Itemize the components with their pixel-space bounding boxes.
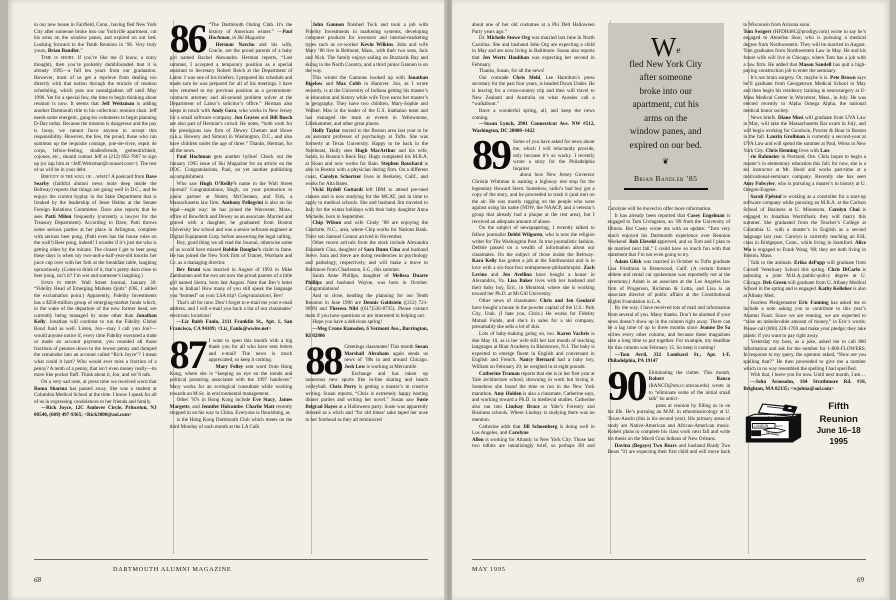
reunion-announcement bbox=[743, 401, 866, 448]
page-left bbox=[8, 0, 448, 600]
body-paragraph: Dr. Michelle Stowe Org was married last June in North Carolina. She and husband John Org are expecting a child in May and are now living in Baltimore. Susan also reports that Jen Wertz Houlihan was expecting her second in February. bbox=[472, 35, 595, 68]
body-paragraph: Have a wonderful spring, all, and keep the news coming. bbox=[472, 107, 595, 121]
body-paragraph: Stats in brief. Wall Street Journal, January 30: “Fidelity Head of Emerging Markets Quits” (OK, I added the exclamation point.) Apparently, Fidelity Investments has a $250-million group of emerging-market funds which, in the wake of the departure of the now former head, are currently being managed by none other than Jonathan Kelly. Jonathan will continue to run the Fidelity Global Bond fund as well. Listen, Jon—may I call you Jon?—would anyone notice if, every time Fidelity executed a trade or made an account payment, you rounded all those fractions of pennies down to the lowest penny and dumped the remainder into an account called “Rick Joyce”? I mean what could it hurt? Who would ever miss a fraction of a penny? A tenth of a penny, that isn’t even money really—its more like pocket fluff. Think about it, Jon, and we’ll talk. bbox=[34, 279, 157, 379]
body-paragraph: Other ’87s in Hong Kong include Eve Stacy, James Margetts, and Jennifer Holcombe. Charlie Matt recently stopped in on his way to China. Everyone is flourishing, as bbox=[169, 397, 293, 417]
body-paragraph: Our comrade Chris Mehl, Lee Hamilton’s press secretary for the past four years, is headed Down Under. He is leaving for a cross-country trip and then will travel to New Zealand and Australia on what Aussies call a “walkabout.” bbox=[472, 74, 595, 108]
body-paragraph: Sarah Fjelstul is working as a controller for a start-up software company while pursuing an M.B.A. at the Carlson School of Business at U. Minnesota. Carolyn Choi is engaged to Jonathan Wormflash; they will marry this summer. She graduated from the Teacher’s College at Columbia U. with a master’s in English as a second language last year. Carolyn is currently teaching an ESL class in Bridgeport, Conn., while living in Stamford. Alice Wu is engaged to Frank Wang ’88; they are both living in Boston, Mass. bbox=[743, 193, 866, 260]
pull-quote-line: after someone bbox=[639, 73, 692, 84]
body-paragraph: It’s not brain surgery. Or, maybe it is. Pete Brown says he’ll graduate from Georgetown Medical School in May and then begin his residency training in neurosurgery at U-Mass Medical Center in Worcester, Mass., in July. He was elected recently to Alpha Omega Alpha, the national medical honor society. bbox=[743, 74, 866, 114]
body-paragraph: This winter the Gannons hooked up with Jonathan Bigelow and Max Cobb in Hanover. Jon, as I wrote recently, is at the University of Indiana getting his master’s in education and history while wife Tove earns her master’s in geography. They have two children, Mary-Sophie and Walker. Max is the leader of the U.S. biathalon team and has managed the team at events in Yellowstone, Lillehammer, and other great places. bbox=[305, 74, 428, 128]
class-year-87-block bbox=[169, 331, 293, 377]
pull-quote-line: apartment, cut his bbox=[632, 100, 699, 111]
trunk-sticker-label: Paris bbox=[776, 424, 783, 429]
body-paragraph: Who saw Hugh O’Reilly’s name in the Wall Street Journal? Congratulations, Hugh, on your promotion to junior partner at Nutter, McClennen, and Fish, a Massachusetts law firm. Anthony Pellegrini is also on his legal—eagle way: he has joined the Worcester, Mass., office of Bowditch and Dewey as an associate. Married and graced with a daughter, he graduated from Boston University law school and was a senior software engineer at Digital Equipment Corp. before answering the legal calling. bbox=[169, 180, 293, 240]
body-paragraph: Allen is working for Atlantic in New York City. Those last two tidbits are tantalizingly brief, so perhaps Jill and Carolyne will be moved to offer more information. bbox=[472, 206, 712, 450]
body-paragraph: Other news of classmates: Chris and Jen Goulard have bought a house in the powder capital of the U.S.: Park City, Utah. (I hate you, Chris.) He works for Fidelity Mutual Funds, and she’s in sales for a ski company, presumably she sells a lot of skis. bbox=[472, 297, 595, 331]
page-number-left: 68 bbox=[34, 576, 41, 584]
reunion-line-1: Fifth bbox=[828, 401, 850, 413]
body-paragraph: Vicki Rydell Gottardi left IBM to attend pre-med classes and is now studying for the MCAT, just in time to apply to medical schools. She and husband Jim traveled to Italy for the winter holidays with their baby daughter Anna Michelle, born in September. bbox=[305, 187, 428, 220]
issue-date: MAY 1995 bbox=[472, 566, 506, 573]
trunk-sticker-label: LONDON bbox=[754, 424, 769, 429]
body-paragraph: News briefs. Diane Musi will graduate from UVA Law in May, will take the Massachusetts Bar exam in July, and will begin working for Goodwin, Procter & Hoar in Boston in the fall. Laurin Grollman is currently a second-year at UVA Law and will spend the summer at Paul, Weiss in New York City. Chris Henning lives with Lau- bbox=[743, 114, 866, 154]
body-paragraph: pates at reunion by filling us in on his life. He’s pursuing an M.M. in ethnomusicology at U. Texas-Austin (this is his second year). His primary areas of study are Native-American and African-American music. Robert plans to complete his class work next fall and write his thesis on the Mardi Gras Indians of New Orleans. bbox=[607, 402, 731, 442]
body-paragraph: It has already been reported that Casey Engelman is engaged to Tom Livingston, an ’89 from the University of Illinois. But Casey wrote me with an update: “Tom very much enjoyed his Dartmouth experience over Reunion Weekend. Rob Eleveld approved, and so Tom and I plan to be married next fall.” I could have so much fun with that statement that I’m not even going to try. bbox=[607, 212, 731, 259]
body-paragraph: Sarah Anne Phillips, daughter of Melissa Duarte Phillips and husband Wayne, was born in October. Congratulations! bbox=[305, 273, 428, 293]
class-lead-paragraph: Some of you have asked for news about me, which I will reluctantly provide, only because it’s so wacky. I recently wrote a story for the Philadelphia Inquirer bbox=[513, 139, 595, 172]
body-paragraph: Brevity is the soul of…what? A postcard from Dave Searby (faithful alumni news mole deep inside the Beltway) reports that things are going well in D.C., and he enjoys the current byplay in the State Department that is freaked by the leadership of Jesse Helms at the Senate Foreign Relations Committee. Dave also reports that he sees Patti Milon frequently (currently a lawyer for the Treasury Department). According to Dave, Patti throws some serious parties at her place in Arlington, complete with serious beer pong. (Patti even has the house rules on the wall!) Beer pong, indeed! I wonder if it’s just me who is getting older by the minute. The closest I get to beer pong these days is when my two-and-a-half-year-old knocks her juice cup over with her fork at the breakfast table, laughing uproariously. (Come to think of it, that’s pretty darn close to beer pong, isn’t it? I’m wet and someone’s laughing.) bbox=[34, 174, 157, 280]
class-secretary-signature: —Tom Avril, 332 Lombard St., Apt. 1-F, Philadelphia, PA 19147 bbox=[607, 351, 731, 365]
reunion-line-3: June 16–18 bbox=[816, 426, 861, 436]
body-paragraph: Lots of baby-making going on, too. Karen Vachris is due May 10, as is her wife still her last month of teaching languages at Blair Academy in Blairstown, N.J. The baby is expected to emerge fluent in English and conversant in English and French. Nancy Bernard had a baby boy, William on February 20; he weighed in at eight pounds. bbox=[472, 331, 595, 371]
class-year-numeral: 86 bbox=[169, 16, 206, 61]
class-epigraph: “The Dartmouth Outing Club. It’s the history of American winter.” —Paul Hochman, in Ski Magazine bbox=[208, 22, 293, 42]
body-paragraph: Bev Bruni was married in August of 1993 to Mike Zambarano and the two are now the proud parents of a little girl named Sierra, born last August. Note that Bev’s letter was in Italian! How many of you still speak the language you “learned” on your LSA trip? Congratulazioni, Bev! bbox=[169, 266, 293, 299]
body-paragraph: Boy, good thing we all read the Journal, otherwise some of us would have missed Robbie Douglas’s claim to fame. He has joined the New York firm of Trainer, Wortham and Co. as a managing director. bbox=[169, 240, 293, 266]
body-paragraph: Other recent arrivals from the stork include Alexandra Elisabeth Cina, daughter of Sara Dunn Cina and husband Steve. Sara and Steve are doing residencies in psychology and pathology, respectively, and will make a move to Baltimore from Charleston, S.C., this summer. bbox=[305, 240, 428, 273]
body-paragraph: Exchange and has taken up numerous new sports like in-line skating and beach volleyball. Chris Perry is getting a master’s in creative writing. Susan reports, “Chris is extremely happy hosting dinner parties and writing her novel.” Susan saw Susie Belgrad Hayes at a Halloween party. Susie was apparently dressed as a witch and “for old times’ sake taped her nose to her forehead as they all reminisced bbox=[305, 370, 428, 423]
body-paragraph: about one of her old costumes at a Phi Delt Halloween Party years ago.” bbox=[472, 22, 595, 35]
body-paragraph: Catherine adds that Jill Schoenberg is doing well in Los Angeles, and Carolyne bbox=[472, 423, 595, 437]
class-lead-paragraph: Greetings classmates! This month Susan Marshall Abraham again sends us news of ’88s in and around Chicago. Josh Low is working at Mercantile bbox=[344, 344, 428, 371]
body-paragraph: Hope you have a delicious spring! bbox=[312, 319, 383, 326]
pull-quote-attribution: Brian Bandler ’85 bbox=[633, 173, 698, 183]
body-paragraph: Davina (Begaye) Two Bears and husband Brady Two Bears ’91 are expecting their first child and will move back to Wisconsin from Arizona soon. bbox=[607, 22, 811, 456]
pull-quote-line: fled New York City bbox=[629, 59, 703, 70]
pull-quote-line: window panes, and bbox=[629, 127, 702, 138]
class-secretary-signature: —Meg Crone Ramsden, 6 Vermont Ave., Barrington, RI 02806 bbox=[305, 326, 428, 339]
body-paragraph: Fearless Pledgemaster Eric Fanning has asked me to include a note asking you to contribute to this year’s Alumni Fund. Since we are reuning, we are expected to “raise an unbelievable amount of money,” in Eric’s words. Please call (800) 228-1769 and make your pledge; they take plastic if you want to pay right away. bbox=[743, 299, 866, 339]
travel-trunk-icon bbox=[743, 401, 805, 448]
pull-quote bbox=[608, 23, 724, 200]
right-page-columns bbox=[472, 22, 866, 456]
body-paragraph: Paul Hochman gets another byline! Check out the January 1995 issue of Ski Magazine for an article on the DOC. Congratulations, Paul, on yet another publishing accomplishment. bbox=[169, 154, 293, 181]
class-secretary-signature: —Liz Babb Fanlo, 2111 Franklin St., Apt. 1, San Francisco, CA 94109; <Liz_Fanlo@wwire.net> bbox=[169, 319, 293, 333]
class-secretary-signature: —Susan Lynch, 2901 Connecticut Ave. NW #512, Washington, DC 20008–1422 bbox=[472, 121, 595, 134]
body-paragraph: By the way, I have received lots of mail and information from several of you. Many thanks. Don’t be alarmed if your news doesn’t show up in the column right away. There can be a lag time of up to three months since Jeanne De Sa writes every other column, and because these magazines take a long time to put together. For example, my deadline for this column was February 15. So keep it coming! bbox=[607, 305, 731, 351]
reunion-text bbox=[811, 401, 866, 448]
body-paragraph: And to close, heading the planning for our Tenth Reunion in June 1996 are Dennis Goldstein ((212) 721-9099) and Theresa Nibi ((617)536-8735). Please contact them if you have questions or are interested in helping out. bbox=[305, 292, 428, 319]
body-paragraph: Talk to the animals. Erika dePapp will graduate from Cornell Veterinary School this spring. Chris DiCarlo is pursuing a joint M.B.A./public-policy degree at U. Chicago. Deb Green will graduate from U. Albany Medical School in the spring and is engaged. Kathy Kelleher is also at Albany Med. bbox=[743, 259, 866, 299]
body-paragraph: Mary Felley sent word from Hong Kong, where she is “keeping an eye on the trends and political posturing associated with the 1997 handover.” Mary works for an ecological consultant while working towards an M.Sc. in environmental management. bbox=[169, 364, 293, 397]
class-year-numeral: 87 bbox=[169, 331, 206, 377]
pull-quote-dropcap-rest: e bbox=[676, 46, 681, 56]
body-paragraph: Herman Narcho and his wife, Gracie, are the proud parents of a baby girl named Rachel Alexandra. Herman reports, “Last summer, I accepted a temporary position as a special assistant to Secretary Robert Reich at the Department of Labor. I was one of his briefers. I prepared his schedule and made sure he was prepared for all of his meetings. I have now returned to my previous position as a government-contracts attorney and all-around problem solver at the Department of Labor’s solicitor’s office.” Herman also keeps in touch with Andy Gora, who works in New Jersey for a small software company. Jon Graves and Bill Bosch are also part of Herman’s crowd. He notes, “both work for the prestigious law firm of Dewey Chetum and Howe (a.k.a. Howery and Simon) in Washington, D.C., and also have children under the age of three.” Thanks, Herman, for all the news. bbox=[169, 41, 293, 154]
reunion-line-2: Reunion bbox=[819, 413, 858, 425]
body-paragraph: is the Hong Kong Dartmouth Club which meets on the third Monday of each month at the LA Café. bbox=[169, 416, 293, 430]
class-lead-paragraph: Eliminating the clutter. This month, Robert Ranco (RANCO@uts.cc.utexas.edu) wrote in to “eliminate some of the initial small talk” he antici- bbox=[648, 369, 731, 403]
class-year-numeral: 90 bbox=[607, 363, 646, 410]
class-lead-paragraph: I want to open this month with a big thank you for all who have sent letters and e-mail! The news is much appreciated, so keep it coming. bbox=[208, 337, 293, 364]
body-paragraph: On a very sad note, at press time we received word that Roma Sharma has passed away. She was a student at Columbia Medical School at the time. I know I speak for all of us in expressing condolences to her friends and family. bbox=[34, 378, 157, 405]
class-secretary-signature: —Rick Joyce, 12C Andover Circle, Princeton, NJ 08540, (609) 497-9365; <Rick3000@aol.com> bbox=[34, 405, 157, 418]
body-paragraph: Time is short. If you’re like me (I know, a scary thought), then you’re probably dumbfounded that it is already 1995—a full ten years from our graduation. However, most of us get a reprieve from dealing too directly with that notion through the miracle of reunion scheduling, which puts our nostalgiathon off until May 1996. Yet for a special few, the time to begin thinking about reunion is now. It seems that Jeff Weitzman is adding another Dartmouth title to his collection: reunion chair. Jeff needs some energetic, gung-ho volunteers to begin planning D-Day today. Because the mission is dangerous and the pay is lousy, we cannot force anyone to accept this responsibility. However, the few, the proud, those who can summon up the requisite courage, joie-de-vivre, esprit de corps, fellow-feeling, shadenfreude, gemeutlichkeit, cojones, etc., should contact Jeff at (212) 692-7667 to sign up (or zap him at <Jeff.Weitzman@counsel.com>). The rest of us will be in your debt. bbox=[34, 55, 157, 174]
reunion-line-4: 1995 bbox=[829, 437, 848, 447]
body-paragraph: Thanks, Susan, for all the news! bbox=[479, 68, 545, 75]
body-paragraph: in our new house in Fairfield, Conn., having fled New York City after someone broke into our Yorkville apartment, cut his arms on the window panes, and expired on our bed. Looking forward to the Tenth Reunion in ’96. Very truly yours, Brian Bandler.” bbox=[34, 22, 157, 55]
class-secretary-signature: —John Aronsohn, 164 Strathmore Rd. #18, Brighton, MA 02135; <wjohna@aol.com> bbox=[743, 378, 866, 392]
class-year-numeral: 89 bbox=[472, 133, 510, 180]
pull-quote-line: arms on the bbox=[643, 113, 688, 124]
pull-quote-rule bbox=[624, 188, 708, 190]
class-year-88-block bbox=[305, 338, 428, 384]
body-paragraph: about how New Jersey Governor Christie Whitman is naming a highway rest stop for the legendary Howard Stern. Somehow, radio’s bad boy got a copy of the story, and he proceeded to trash it (and me) on the air. He was mostly ragging on the people who were against using his name (NOW, the NAACP, and a veteran’s group that already had a plaque at the rest area), but I received an adequate amount of abuse. bbox=[472, 172, 595, 225]
class-year-90-block bbox=[607, 363, 731, 410]
class-year-numeral: 88 bbox=[305, 338, 342, 384]
class-year-86-block bbox=[169, 16, 293, 61]
left-page-columns bbox=[34, 16, 428, 430]
body-paragraph: With that, I leave you for now. Until next month, I am… bbox=[750, 372, 866, 379]
page-right bbox=[452, 0, 890, 600]
body-paragraph: Chip Wilson and wife Cindy ’88 are enjoying the Charlotte, N.C., area, where Chip works for Nations Bank. Their son Samuel Connor arrived in November. bbox=[305, 220, 428, 240]
trunk-sticker-label: San Francisco bbox=[766, 431, 783, 435]
pull-quote-line: expired on our bed. bbox=[629, 140, 702, 151]
pull-quote-line: broke into our bbox=[639, 86, 692, 97]
pull-quote-dropcap: W bbox=[650, 32, 677, 62]
body-paragraph: On the subject of newspapering, I recently talked to fellow journalist Debbi Wilgoren, who is now the religion writer for The Washington Post. In true journalistic fashion, Debbie passed on a wealth of information about our classmates. On the subject of those inside the Beltway: Kara Kelly has gotten a job at the Smithsonian and is in love with a six-foot-four entrepreneur-philanthropist. Zach Levine and Jen Avellino have bought a house in Alexandria, Va. Lisa Baker lives with her husband and their baby boy, Eric, in Montreal, where she is working toward her Ph.D. at McGill University. bbox=[472, 225, 595, 298]
body-paragraph: That’s all for now. Don’t forget to e-mail me your e-mail address, and I will e-mail you back a list of our classmates’ electronic locations! bbox=[169, 299, 293, 319]
body-paragraph: Tom Swigert (HFDH48C@prodigy.com) wrote to say he’s engaged to Annelise Skor, who is pursuing a medical degree from Northwestern. They will be married in August. Tom graduates from Northwestern Law in May. He and his future wife will live in Chicago, where Tom has a job with a law firm. He added that Mason Sandell has quit a high-paying construction job to enter the seminary. bbox=[743, 28, 866, 75]
footer-rule bbox=[472, 559, 866, 560]
body-paragraph: Adam Glick was married in October to Tufts graduate Lisa Friedman in Brentwood, Calif. (A certain former athlete and rental car spokesman was reportedly not at the ceremony.) Adam is an associate at the Los Angeles law firm of Progerson, Richman & Lutta, and Lisa is an associate director of public affairs at the Constitutional Rights Foundation in L.A. bbox=[607, 259, 731, 305]
body-paragraph: rie Rahmeier in Portland, Ore. Chris hopes to begin a master’s in elementary education this fall; for now, she is a ski instructor at Mt. Hood and works part-time at a motivational-seminars company. Recently she has seen Amy Fulwyler, who is pursuing a master’s in history at U. Oregon-Eugene. bbox=[743, 154, 866, 194]
body-paragraph: Holly Taylor moved to the Boston area last year to be an assistant professor of psychology at Tufts. She was formerly at Texas University. Happy to be back in the Northeast, Holly sees Hugh MacArthur and his wife, Sarah, in Boston’s Back Bay. Hugh completed his M.B.A. at Sloan and now works for Bain. Stephen Bouchard is also in Boston with a physician during firm. On a different coast, Carolyn Schertzer lives in Berkeley, Calif., and works for Alta Bates. bbox=[305, 127, 428, 187]
pull-quote-text bbox=[617, 32, 715, 153]
body-paragraph: Yesterday my boss, as a joke, asked me to call 800 information and ask for the number for 1-800-FLOWERS. In response to my query, the operator asked, “How are you spelling that?” He then proceeded to give me a number which in no way resembled the spelling I had specified. bbox=[743, 339, 866, 372]
leaf-ornament-icon: ❦ bbox=[662, 157, 669, 167]
body-paragraph: John Gannon finished Tuck and took a job with Fidelity Investments in marketing systems, developing computer products for investors and internal-marketing types such as co-worker Kevin Wilkins. John and wife Mary ’86 live in Belmont, Mass., with their two sons, Jack and Nick. The family enjoys sailing on Buzzards Bay and skiing in the North Country, and a third junior Gannon is on the way. bbox=[305, 22, 428, 75]
running-head: DARTMOUTH ALUMNI MAGAZINE bbox=[113, 566, 232, 573]
class-year-89-block bbox=[472, 133, 595, 180]
footer-rule bbox=[34, 559, 428, 560]
page-number-right: 69 bbox=[857, 576, 864, 584]
body-paragraph: Catherine Truman reports that she is in her first year at Yale architecture school, drowning in work but loving it. Somehow she found the time to run in the New York marathon. Amy Holden is also a classmate, Catherine says, and working toward a Ph.D. in medieval studies. Catherine also ran into Lindsay Brace at Yale’s Forestry and Business schools. Where Lindsay is studying there was no mention. bbox=[472, 370, 595, 423]
